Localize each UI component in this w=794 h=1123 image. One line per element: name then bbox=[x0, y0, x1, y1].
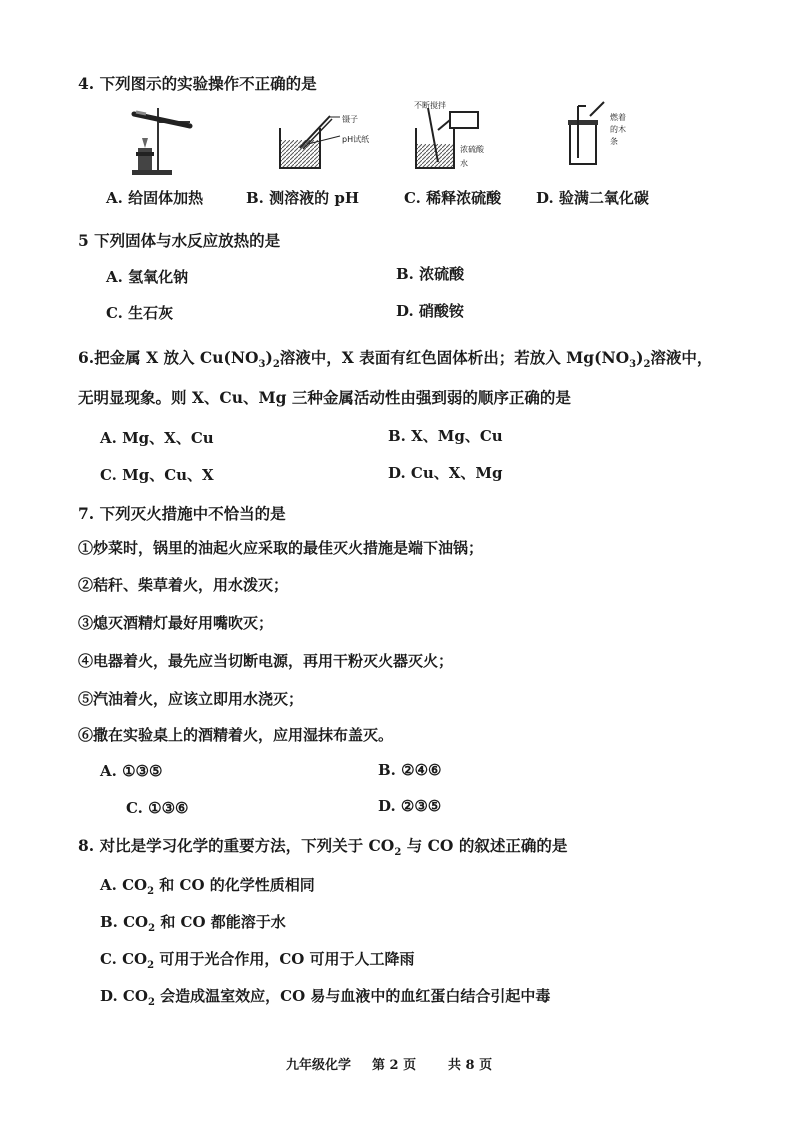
q6-option-b: B. X、Mg、Cu bbox=[388, 427, 503, 445]
q4-stem: 4. 下列图示的实验操作不正确的是 bbox=[78, 74, 317, 93]
q5-stem: 5 下列固体与水反应放热的是 bbox=[78, 231, 281, 250]
q8-option-c: C. $CO_2$ 可用于光合作用，CO 可用于人工降雨 bbox=[100, 950, 415, 971]
footer-total: 共 8 页 bbox=[448, 1058, 493, 1073]
q8-option-a: A. $CO_2$ 和 CO 的化学性质相同 bbox=[100, 876, 315, 897]
label-stir: 不断搅拌 bbox=[414, 101, 446, 110]
q7-option-b: B. ②④⑥ bbox=[378, 761, 442, 779]
footer-subject: 九年级化学 bbox=[286, 1058, 352, 1073]
q6-option-a: A. Mg、X、Cu bbox=[100, 429, 214, 447]
label-of-wood: 的木 bbox=[610, 125, 626, 134]
q4-option-b: B. 测溶液的 pH bbox=[246, 189, 360, 207]
q8-option-b: B. $CO_2$ 和 CO 都能溶于水 bbox=[100, 913, 286, 934]
q6-stem-line2: 无明显现象。则 X、Cu、Mg 三种金属活动性由强到弱的顺序正确的是 bbox=[78, 388, 571, 407]
label-burning: 燃着 bbox=[610, 113, 626, 122]
q5-option-d: D. 硝酸铵 bbox=[396, 302, 464, 320]
q5-option-c: C. 生石灰 bbox=[106, 304, 174, 322]
label-water: 水 bbox=[460, 159, 468, 168]
label-ph-paper: pH试纸 bbox=[342, 135, 370, 144]
q7-item-1: ①炒菜时，锅里的油起火应采取的最佳灭火措施是端下油锅； bbox=[78, 539, 484, 557]
q7-option-d: D. ②③⑤ bbox=[378, 797, 442, 815]
q6-option-c: C. Mg、Cu、X bbox=[100, 466, 214, 484]
q6-stem-line1: 6.把金属 X 放入 $Cu(NO_3)_2$溶液中，X 表面有红色固体析出；若放入 $Mg(NO_3)_2$溶液中， bbox=[78, 348, 713, 371]
q7-option-a: A. ①③⑤ bbox=[100, 762, 163, 780]
q8-stem: 8. 对比是学习化学的重要方法，下列关于 $CO_2$ 与 CO 的叙述正确的是 bbox=[78, 836, 568, 859]
label-tweezers: 镊子 bbox=[342, 115, 358, 124]
q7-item-5: ⑤汽油着火，应该立即用水浇灭； bbox=[78, 690, 304, 708]
q5-option-a: A. 氢氧化钠 bbox=[106, 268, 189, 286]
q4-option-d: D. 验满二氧化碳 bbox=[536, 189, 649, 207]
q7-item-6: ⑥撒在实验桌上的酒精着火，应用湿抹布盖灭。 bbox=[78, 726, 394, 744]
q7-item-2: ②秸秆、柴草着火，用水泼灭； bbox=[78, 576, 289, 594]
label-conc-acid: 浓硫酸 bbox=[460, 145, 484, 154]
q6-option-d: D. Cu、X、Mg bbox=[388, 464, 503, 482]
figure-co2-test bbox=[560, 100, 620, 170]
q7-item-4: ④电器着火，最先应当切断电源，再用干粉灭火器灭火； bbox=[78, 652, 454, 670]
q5-option-b: B. 浓硫酸 bbox=[396, 265, 465, 283]
q4-option-c: C. 稀释浓硫酸 bbox=[404, 189, 502, 207]
figure-dilute-acid bbox=[410, 100, 490, 175]
figure-heating-solid bbox=[128, 102, 208, 177]
q8-option-d: D. $CO_2$ 会造成温室效应，CO 易与血液中的血红蛋白结合引起中毒 bbox=[100, 987, 551, 1008]
label-splint: 条 bbox=[610, 137, 618, 146]
footer-page: 第 2 页 bbox=[372, 1058, 417, 1073]
q7-item-3: ③熄灭酒精灯最好用嘴吹灭； bbox=[78, 614, 274, 632]
q4-option-a: A. 给固体加热 bbox=[106, 189, 204, 207]
q7-option-c: C. ①③⑥ bbox=[126, 799, 189, 817]
q7-stem: 7. 下列灭火措施中不恰当的是 bbox=[78, 504, 286, 523]
